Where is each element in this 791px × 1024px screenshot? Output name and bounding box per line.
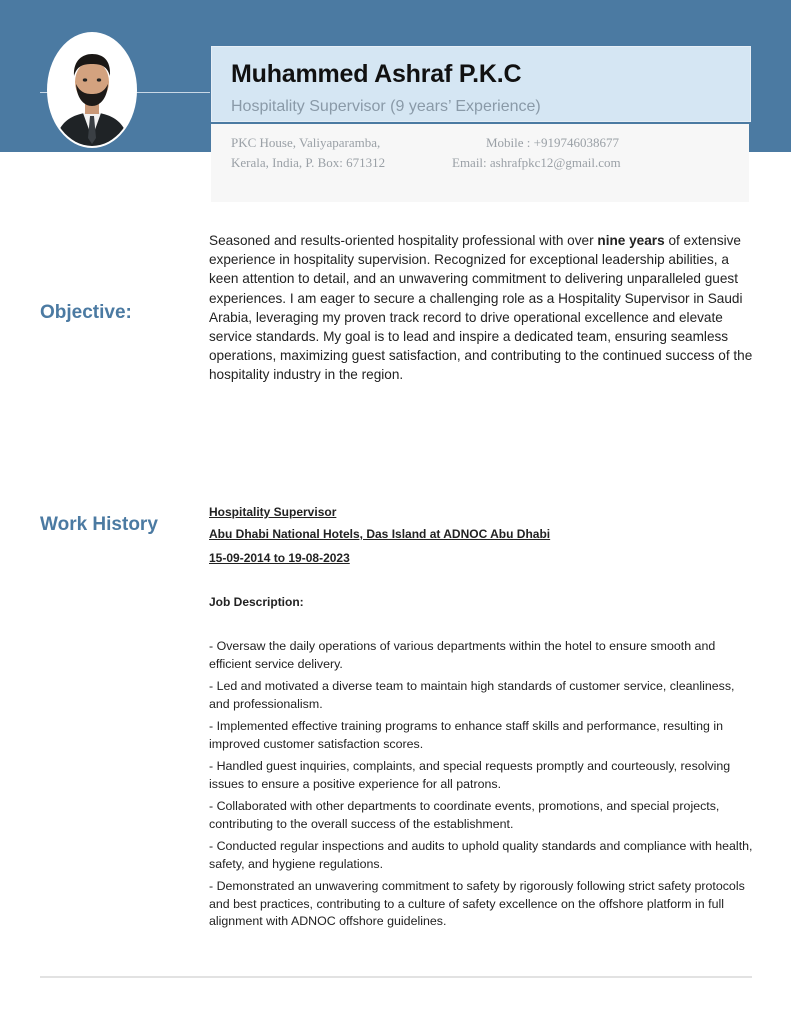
work-history-heading: Work History bbox=[40, 514, 158, 535]
contact-box bbox=[211, 124, 749, 202]
email-address: Email: ashrafpkc12@gmail.com bbox=[452, 155, 621, 170]
objective-text-bold: nine years bbox=[597, 233, 665, 248]
list-item: - Collaborated with other departments to coordinate events, promotions, and special projects, contributing to the overall success of the establishment. bbox=[209, 799, 720, 831]
job-description-list bbox=[209, 638, 754, 936]
objective-text-end: of extensive experience in hospitality supervision. Recognized for exceptional leadership abilities, a keen attention to detail, and an unwavering commitment to delivering unparalleled guest experiences. I am eager to secure a challenging role as a Hospitality Supervisor in Saudi Arabia, leveraging my proven track record to drive operational excellence and elevate service standards. My goal is to lead and inspire a dedicated team, ensuring seamless operations, maximizing guest satisfaction, and contributing to the continued success of the hospitality industry in the region. bbox=[209, 233, 753, 383]
work-position: Hospitality Supervisor bbox=[209, 505, 337, 519]
address-line-2: Kerala, India, P. Box: 671312 bbox=[231, 155, 386, 170]
work-company: Abu Dhabi National Hotels, Das Island at ADNOC Abu Dhabi bbox=[209, 527, 551, 541]
objective-heading: Objective: bbox=[40, 302, 132, 323]
list-item: - Oversaw the daily operations of various departments within the hotel to ensure smooth and efficient service delivery. bbox=[209, 639, 716, 671]
list-item: - Conducted regular inspections and audits to uphold quality standards and compliance with health, safety, and hygiene regulations. bbox=[209, 839, 753, 871]
job-title: Hospitality Supervisor (9 years’ Experience) bbox=[231, 98, 541, 115]
list-item: - Handled guest inquiries, complaints, and special requests promptly and courteously, resolving issues to ensure a positive experience for all patrons. bbox=[209, 759, 731, 791]
address-line-1: PKC House, Valiyaparamba, bbox=[231, 135, 381, 150]
objective-text-start: Seasoned and results-oriented hospitality professional with over bbox=[209, 233, 598, 248]
objective-text bbox=[209, 231, 754, 385]
mobile-number: Mobile : +919746038677 bbox=[486, 135, 619, 150]
work-dates: 15-09-2014 to 19-08-2023 bbox=[209, 551, 350, 565]
list-item: - Implemented effective training programs to enhance staff skills and performance, resulting in improved customer satisfaction scores. bbox=[209, 719, 724, 751]
list-item: - Demonstrated an unwavering commitment to safety by rigorously following strict safety protocols and best practices, contributing to a culture of safety excellence on the offshore platform in full alignment with ADNOC offshore guidelines. bbox=[209, 879, 745, 928]
name-box bbox=[211, 46, 751, 122]
footer-divider bbox=[40, 976, 752, 978]
job-description-heading: Job Description: bbox=[209, 595, 304, 609]
person-name: Muhammed Ashraf P.K.C bbox=[231, 60, 522, 88]
profile-photo-icon bbox=[49, 34, 135, 146]
profile-photo bbox=[47, 32, 137, 148]
list-item: - Led and motivated a diverse team to maintain high standards of customer service, cleanliness, and professionalism. bbox=[209, 679, 735, 711]
